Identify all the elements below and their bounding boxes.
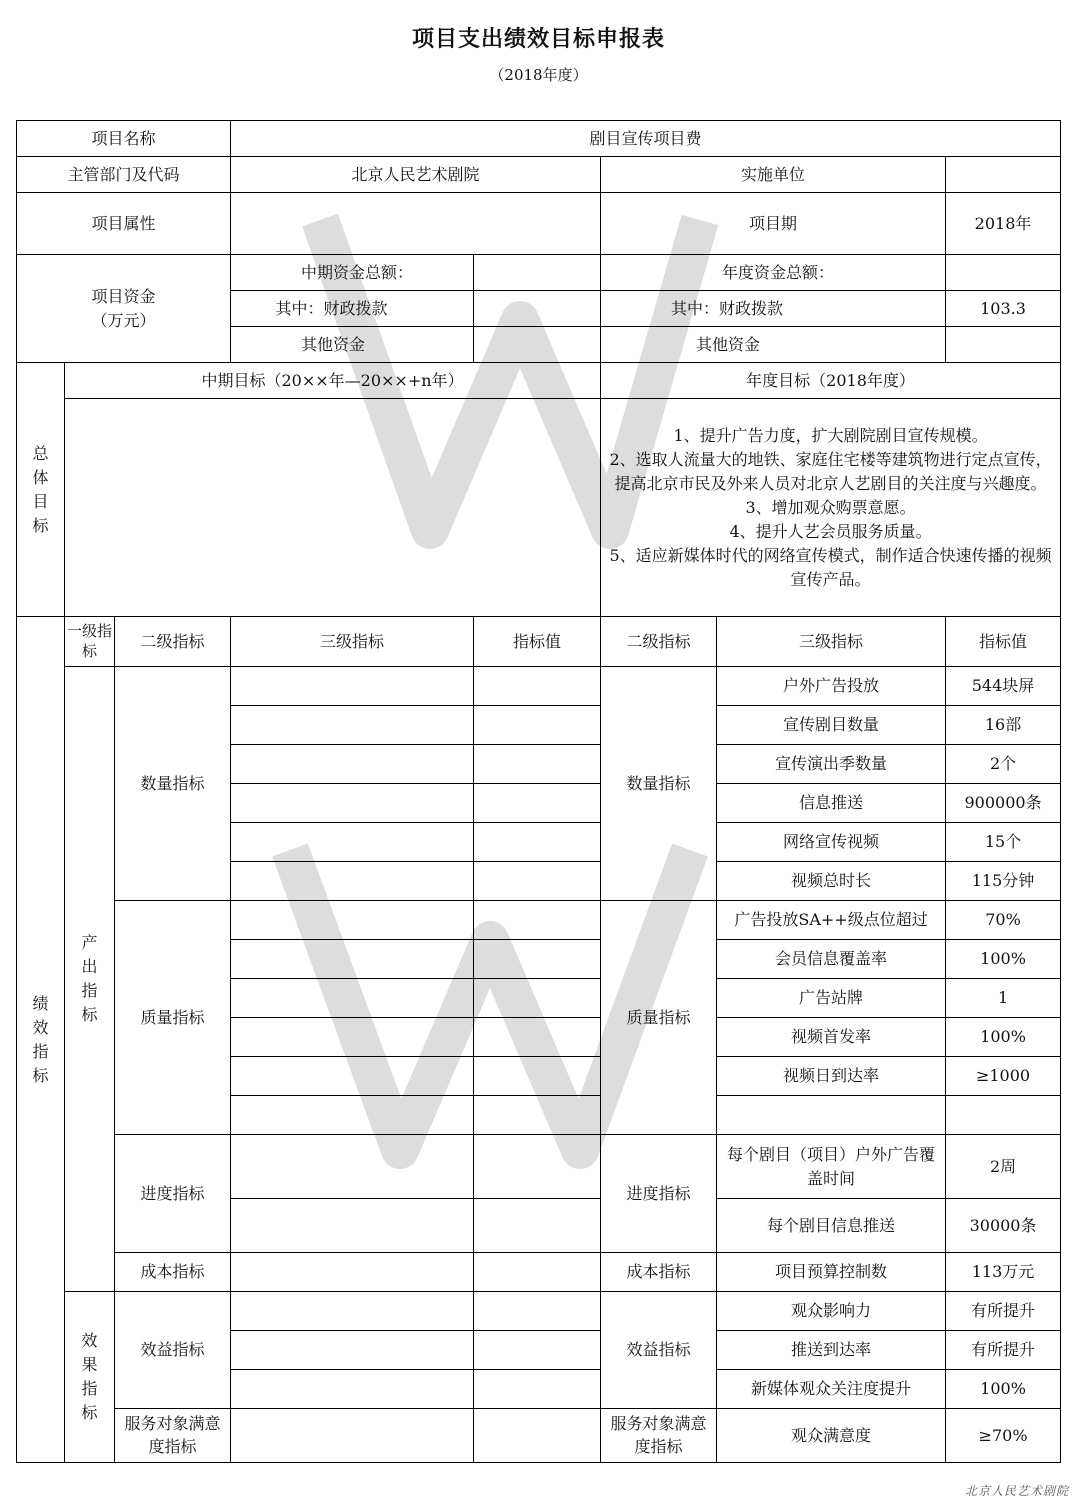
row-dept <box>17 157 1061 193</box>
perf-label-char: 效 <box>32 1017 49 1037</box>
indicator-name: 宣传剧目数量 <box>717 706 946 745</box>
overall-goals-char: 总 <box>32 443 49 463</box>
output-indicators-label <box>65 667 115 1292</box>
row-funds-total <box>17 255 1061 291</box>
mid-level3-cell <box>231 901 474 940</box>
annual-other-value <box>946 327 1061 363</box>
indicator-value: 15个 <box>946 823 1061 862</box>
indicator-name: 每个剧目信息推送 <box>717 1199 946 1253</box>
perf-label-char: 标 <box>32 1065 49 1085</box>
performance-form-table <box>16 120 1061 1463</box>
mid-value-cell <box>474 1409 601 1463</box>
table-row <box>17 1409 1061 1463</box>
row-project-name <box>17 121 1061 157</box>
progress-label-annual: 进度指标 <box>601 1135 717 1253</box>
funds-label <box>17 255 231 363</box>
funds-label-line1: 项目资金 <box>91 286 156 306</box>
mid-level3-cell <box>231 862 474 901</box>
mid-value-cell <box>474 745 601 784</box>
indicator-value: 2周 <box>946 1135 1061 1199</box>
benefit-label-annual: 效益指标 <box>601 1292 717 1409</box>
overall-goals-label <box>17 363 65 617</box>
indicator-value: 有所提升 <box>946 1292 1061 1331</box>
annual-goal-item: 2、选取人流量大的地铁、家庭住宅楼等建筑物进行定点宣传，提高北京市民及外来人员对北京人艺剧目的关注度与兴趣度。 <box>609 449 1052 493</box>
table-row <box>17 1135 1061 1199</box>
period-value: 2018年 <box>946 193 1061 255</box>
mid-level3-cell <box>231 823 474 862</box>
table-row <box>17 901 1061 940</box>
effect-label-char: 标 <box>81 1403 98 1422</box>
output-label-char: 标 <box>81 1005 98 1024</box>
quality-label: 质量指标 <box>115 901 231 1135</box>
indicator-name: 视频总时长 <box>717 862 946 901</box>
project-name-value: 剧目宣传项目费 <box>231 121 1061 157</box>
annual-goal-item: 5、适应新媒体时代的网络宣传模式，制作适合快速传播的视频宣传产品。 <box>609 545 1052 589</box>
indicator-value: 100% <box>946 940 1061 979</box>
annual-goal-list <box>601 399 1061 617</box>
effect-label-char: 效 <box>81 1331 98 1350</box>
quality-label-annual: 质量指标 <box>601 901 717 1135</box>
mid-fiscal-value <box>474 291 601 327</box>
annual-goal-item: 3、增加观众购票意愿。 <box>745 497 916 517</box>
indicator-value: 2个 <box>946 745 1061 784</box>
mid-other-value <box>474 327 601 363</box>
progress-label: 进度指标 <box>115 1135 231 1253</box>
period-label: 项目期 <box>601 193 946 255</box>
value-header-annual: 指标值 <box>946 617 1061 667</box>
impl-unit-label: 实施单位 <box>601 157 946 193</box>
indicator-value: 544块屏 <box>946 667 1061 706</box>
overall-goals-char: 目 <box>32 491 49 511</box>
mid-value-cell <box>474 1199 601 1253</box>
mid-goal-text <box>65 399 601 617</box>
mid-value-cell <box>474 1370 601 1409</box>
level2-header-annual: 二级指标 <box>601 617 717 667</box>
cost-label: 成本指标 <box>115 1253 231 1292</box>
indicator-value: 70% <box>946 901 1061 940</box>
mid-level3-cell <box>231 1409 474 1463</box>
annual-fiscal-label: 其中：财政拨款 <box>601 291 946 327</box>
annual-other-label: 其他资金 <box>601 327 946 363</box>
mid-value-cell <box>474 1057 601 1096</box>
level3-header-annual: 三级指标 <box>717 617 946 667</box>
indicator-value: 1 <box>946 979 1061 1018</box>
mid-level3-cell <box>231 1292 474 1331</box>
perf-label-char: 指 <box>32 1041 49 1061</box>
overall-goals-char: 标 <box>32 515 49 535</box>
cost-label-annual: 成本指标 <box>601 1253 717 1292</box>
row-goals-body <box>17 399 1061 617</box>
satisfaction-label-annual: 服务对象满意度指标 <box>601 1409 717 1463</box>
row-attr <box>17 193 1061 255</box>
mid-level3-cell <box>231 1057 474 1096</box>
indicator-value: ≥70% <box>946 1409 1061 1463</box>
funds-label-line2: （万元） <box>91 310 156 330</box>
mid-level3-cell <box>231 1018 474 1057</box>
table-row <box>17 1253 1061 1292</box>
page-title: 项目支出绩效目标申报表 <box>411 26 665 52</box>
annual-goal-header: 年度目标（2018年度） <box>601 363 1061 399</box>
effect-indicators-label <box>65 1292 115 1463</box>
mid-total-value <box>474 255 601 291</box>
output-label-char: 指 <box>81 981 98 1000</box>
effect-label-char: 果 <box>81 1355 98 1374</box>
indicator-name: 广告站牌 <box>717 979 946 1018</box>
mid-total-label: 中期资金总额： <box>231 255 474 291</box>
mid-value-cell <box>474 706 601 745</box>
indicator-value: 115分钟 <box>946 862 1061 901</box>
mid-level3-cell <box>231 1331 474 1370</box>
mid-value-cell <box>474 1331 601 1370</box>
indicator-value: 100% <box>946 1018 1061 1057</box>
row-goals-header <box>17 363 1061 399</box>
project-name-label: 项目名称 <box>17 121 231 157</box>
table-row <box>17 1292 1061 1331</box>
quantity-label: 数量指标 <box>115 667 231 901</box>
output-label-char: 出 <box>81 957 98 976</box>
footer-logo: 北京人民艺术剧院 <box>964 1484 1069 1498</box>
mid-level3-cell <box>231 745 474 784</box>
indicator-value: 100% <box>946 1370 1061 1409</box>
indicator-value: 900000条 <box>946 784 1061 823</box>
mid-other-label: 其他资金 <box>231 327 474 363</box>
mid-value-cell <box>474 1135 601 1199</box>
benefit-label: 效益指标 <box>115 1292 231 1409</box>
indicator-name: 信息推送 <box>717 784 946 823</box>
indicator-name: 项目预算控制数 <box>717 1253 946 1292</box>
satisfaction-label: 服务对象满意度指标 <box>115 1409 231 1463</box>
mid-level3-cell <box>231 667 474 706</box>
indicator-name: 会员信息覆盖率 <box>717 940 946 979</box>
mid-value-cell <box>474 1018 601 1057</box>
page-subtitle: （2018年度） <box>489 66 588 84</box>
row-perf-header <box>17 617 1061 667</box>
mid-value-cell <box>474 667 601 706</box>
mid-level3-cell <box>231 784 474 823</box>
indicator-name: 宣传演出季数量 <box>717 745 946 784</box>
indicator-name: 观众影响力 <box>717 1292 946 1331</box>
indicator-name: 广告投放SA++级点位超过 <box>717 901 946 940</box>
mid-value-cell <box>474 979 601 1018</box>
mid-value-cell <box>474 862 601 901</box>
mid-value-cell <box>474 1292 601 1331</box>
dept-label: 主管部门及代码 <box>17 157 231 193</box>
mid-level3-cell <box>231 1370 474 1409</box>
indicator-value <box>946 1096 1061 1135</box>
indicator-name: 新媒体观众关注度提升 <box>717 1370 946 1409</box>
mid-fiscal-label: 其中：财政拨款 <box>231 291 474 327</box>
mid-level3-cell <box>231 1199 474 1253</box>
mid-level3-cell <box>231 706 474 745</box>
indicator-name: 户外广告投放 <box>717 667 946 706</box>
quantity-label-annual: 数量指标 <box>601 667 717 901</box>
indicator-name <box>717 1096 946 1135</box>
mid-value-cell <box>474 901 601 940</box>
mid-goal-header: 中期目标（20××年—20××+n年） <box>65 363 601 399</box>
indicator-value: 30000条 <box>946 1199 1061 1253</box>
impl-unit-value <box>946 157 1061 193</box>
value-header: 指标值 <box>474 617 601 667</box>
indicator-value: 16部 <box>946 706 1061 745</box>
indicator-name: 视频日到达率 <box>717 1057 946 1096</box>
indicator-name: 观众满意度 <box>717 1409 946 1463</box>
indicator-name: 每个剧目（项目）户外广告覆盖时间 <box>717 1135 946 1199</box>
perf-indicators-label <box>17 617 65 1463</box>
indicator-name: 推送到达率 <box>717 1331 946 1370</box>
annual-goal-item: 1、提升广告力度，扩大剧院剧目宣传规模。 <box>673 425 988 445</box>
mid-level3-cell <box>231 1096 474 1135</box>
overall-goals-char: 体 <box>32 467 49 487</box>
level1-header: 一级指标 <box>65 617 115 667</box>
mid-value-cell <box>474 1096 601 1135</box>
indicator-value: 有所提升 <box>946 1331 1061 1370</box>
dept-value: 北京人民艺术剧院 <box>231 157 601 193</box>
indicator-name: 视频首发率 <box>717 1018 946 1057</box>
mid-level3-cell <box>231 1253 474 1292</box>
output-label-char: 产 <box>81 933 98 952</box>
annual-total-value <box>946 255 1061 291</box>
indicator-value: 113万元 <box>946 1253 1061 1292</box>
annual-fiscal-value: 103.3 <box>946 291 1061 327</box>
perf-label-char: 绩 <box>32 993 49 1013</box>
mid-level3-cell <box>231 940 474 979</box>
effect-label-char: 指 <box>81 1379 98 1398</box>
mid-value-cell <box>474 1253 601 1292</box>
mid-level3-cell <box>231 1135 474 1199</box>
level2-header: 二级指标 <box>115 617 231 667</box>
indicator-value: ≥1000 <box>946 1057 1061 1096</box>
mid-value-cell <box>474 823 601 862</box>
annual-total-label: 年度资金总额： <box>601 255 946 291</box>
table-row <box>17 667 1061 706</box>
attr-value <box>231 193 601 255</box>
mid-level3-cell <box>231 979 474 1018</box>
level3-header: 三级指标 <box>231 617 474 667</box>
mid-value-cell <box>474 784 601 823</box>
mid-value-cell <box>474 940 601 979</box>
annual-goal-item: 4、提升人艺会员服务质量。 <box>729 521 932 541</box>
attr-label: 项目属性 <box>17 193 231 255</box>
indicator-name: 网络宣传视频 <box>717 823 946 862</box>
